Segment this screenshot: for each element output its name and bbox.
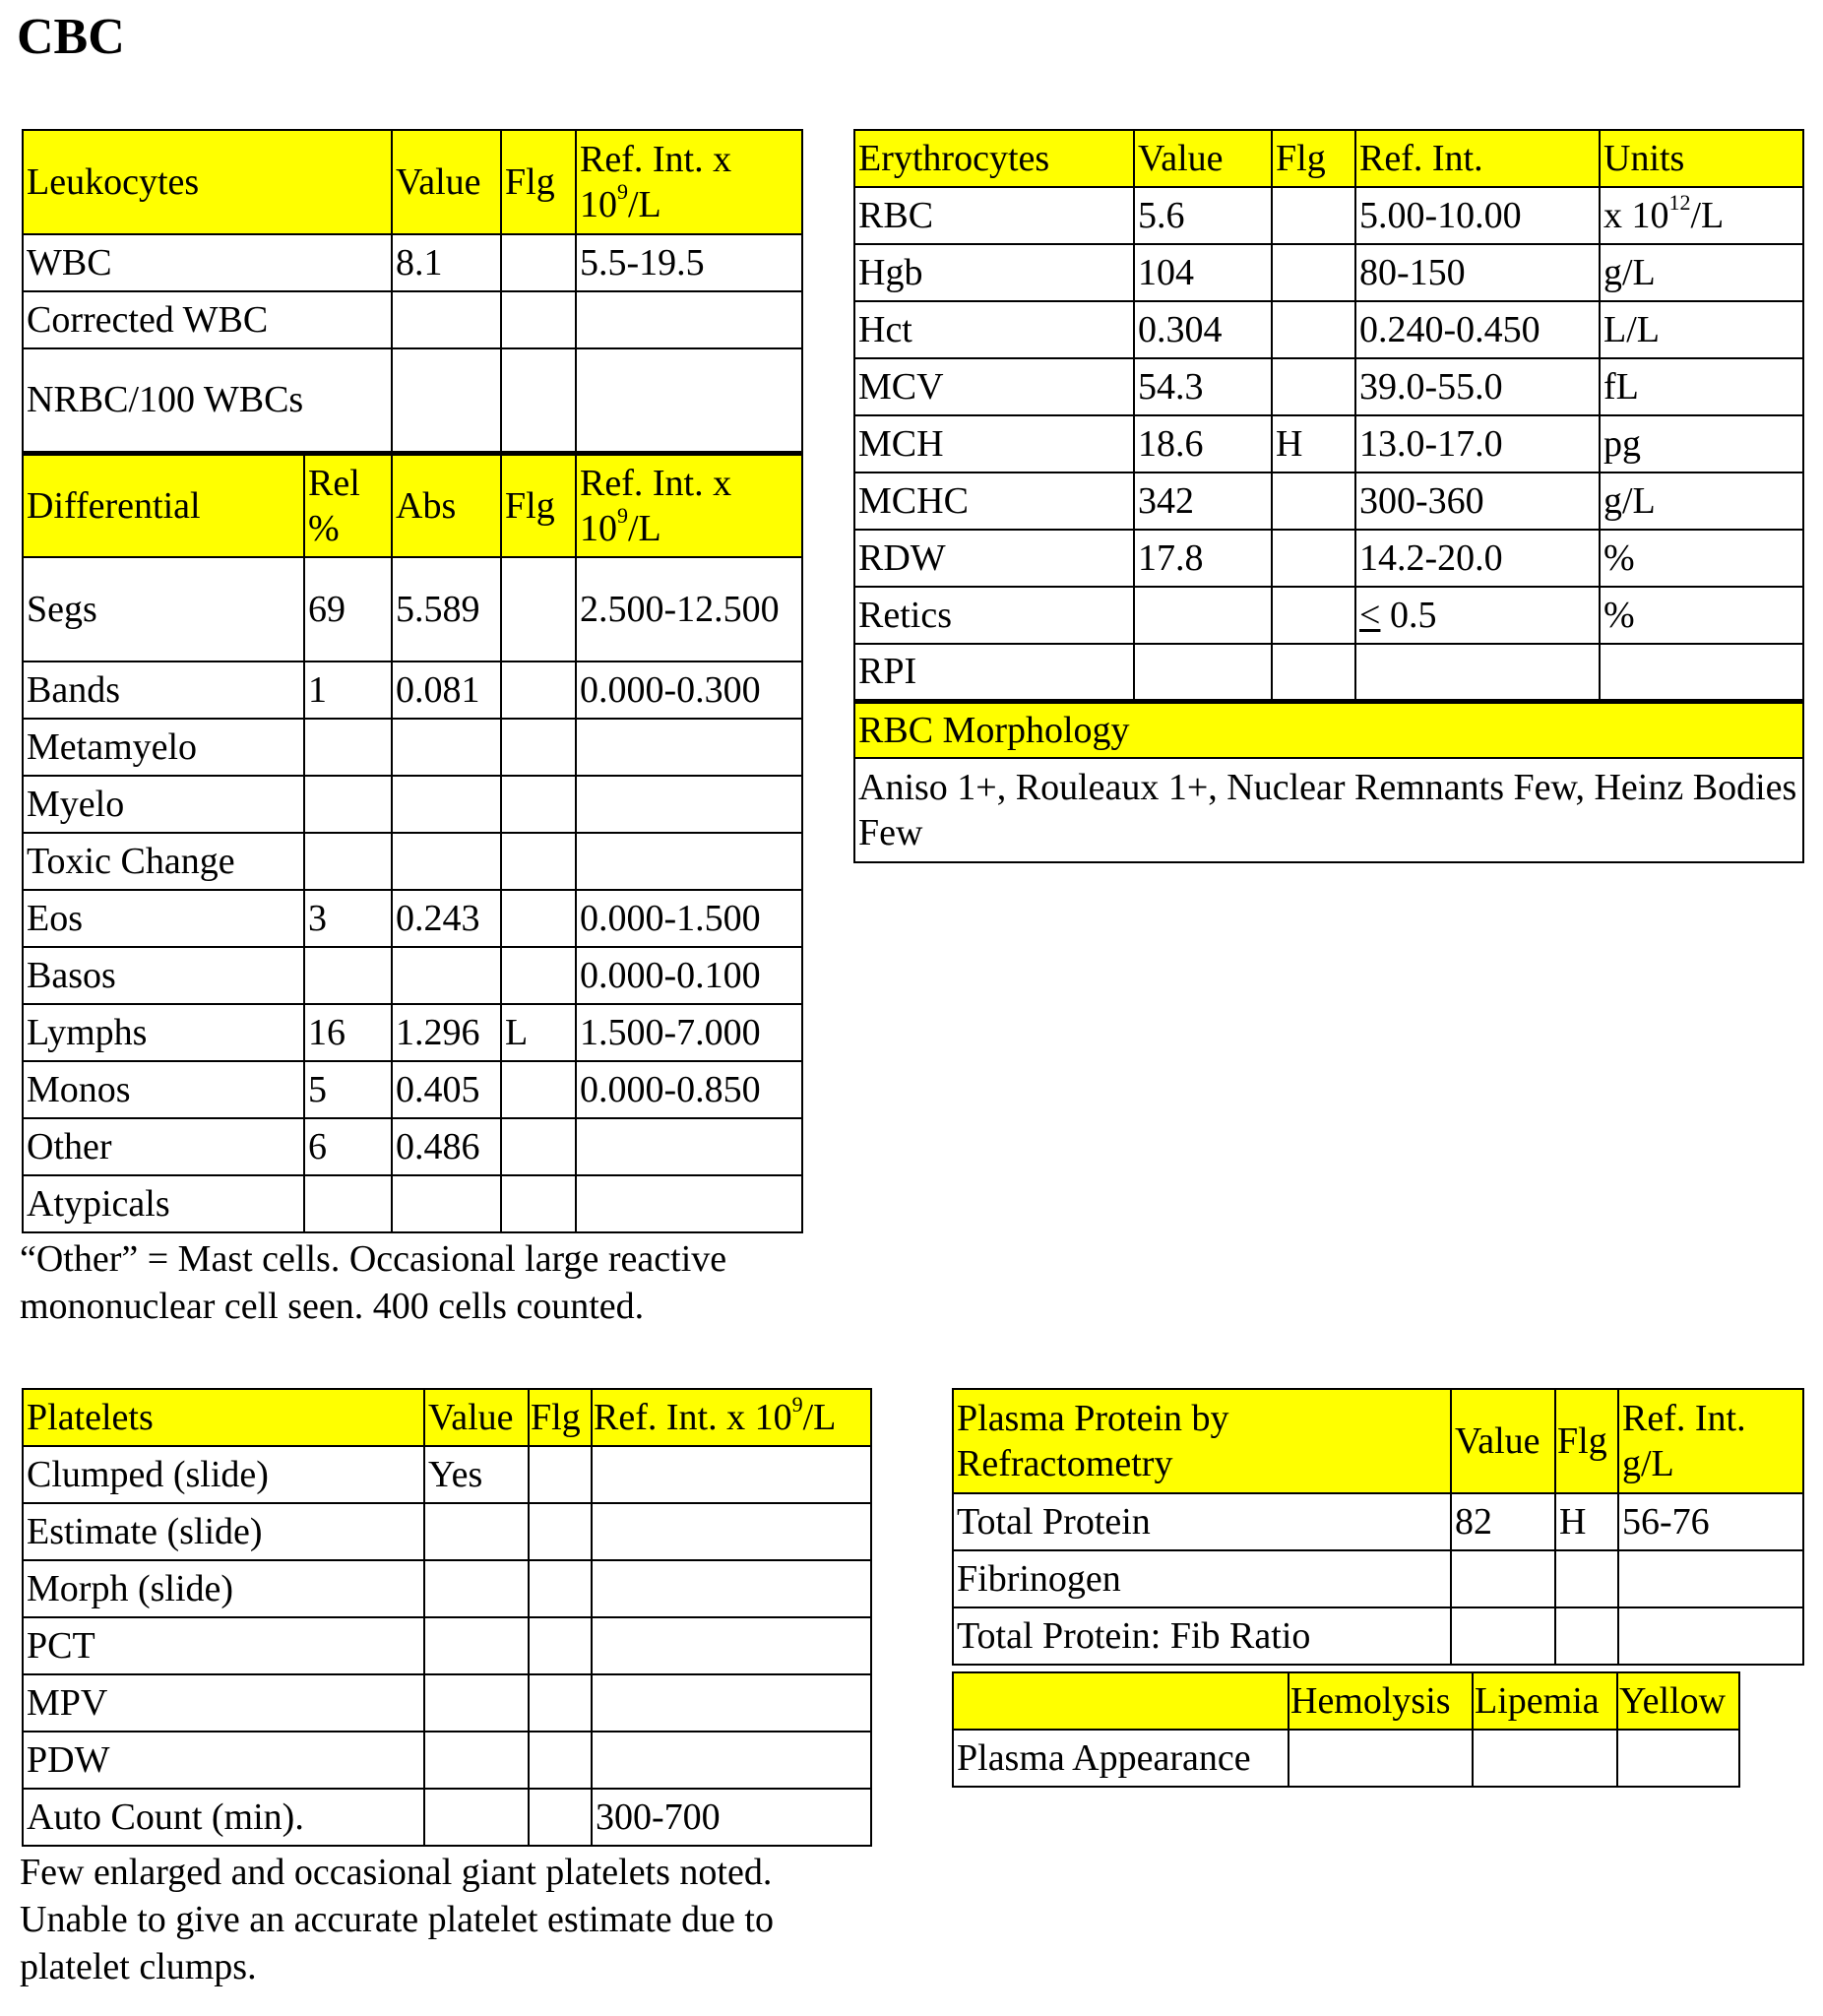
erythrocyte-units: fL	[1600, 358, 1803, 415]
differential-header-name: Differential	[23, 453, 304, 557]
platelet-flag	[529, 1674, 592, 1732]
leukocyte-ref	[576, 348, 802, 453]
differential-rel	[304, 947, 392, 1004]
table-row	[953, 1607, 1803, 1665]
platelet-ref	[592, 1617, 871, 1674]
erythrocyte-value: 17.8	[1134, 530, 1272, 587]
erythrocyte-flag	[1272, 244, 1355, 301]
erythrocyte-units: %	[1600, 587, 1803, 644]
table-row	[854, 530, 1803, 587]
leukocyte-flag	[501, 291, 576, 348]
erythrocyte-ref: 5.00-10.00	[1355, 187, 1600, 244]
erythrocyte-units: pg	[1600, 415, 1803, 472]
rbc-morphology-text: Aniso 1+, Rouleaux 1+, Nuclear Remnants Few, Heinz Bodies Few	[854, 758, 1803, 862]
differential-rel: 6	[304, 1118, 392, 1175]
differential-name: Eos	[23, 890, 304, 947]
differential-name: Bands	[23, 662, 304, 719]
table-row	[854, 244, 1803, 301]
platelet-name: Estimate (slide)	[23, 1503, 424, 1560]
plasma-protein-ref	[1618, 1550, 1803, 1607]
table-row	[23, 719, 802, 776]
differential-ref	[576, 776, 802, 833]
plasma-protein-value	[1451, 1550, 1555, 1607]
plasma-appearance-header-row	[953, 1672, 1739, 1730]
table-row	[23, 1446, 871, 1503]
leukocytes-header-value: Value	[392, 130, 501, 234]
erythrocytes-header-units: Units	[1600, 130, 1803, 187]
differential-note: “Other” = Mast cells. Occasional large reactive mononuclear cell seen. 400 cells counted.	[20, 1238, 727, 1327]
platelets-header-ref: Ref. Int. x $10^9/L$	[592, 1389, 871, 1446]
leukocyte-value	[392, 348, 501, 453]
differential-abs	[392, 719, 501, 776]
plasma-appearance-lipemia	[1473, 1730, 1617, 1787]
table-row	[23, 890, 802, 947]
differential-ref	[576, 1175, 802, 1232]
plasma-protein-table	[952, 1388, 1804, 1666]
erythrocytes-table	[853, 129, 1804, 863]
platelet-ref	[592, 1446, 871, 1503]
table-row	[953, 1550, 1803, 1607]
differential-rel	[304, 1175, 392, 1232]
platelets-table	[22, 1388, 872, 1847]
platelets-header-flag: Flg	[529, 1389, 592, 1446]
erythrocyte-ref: 300-360	[1355, 472, 1600, 530]
differential-ref	[576, 719, 802, 776]
plasma-appearance-header-hemolysis: Hemolysis	[1289, 1672, 1473, 1730]
plasma-appearance-table	[952, 1671, 1740, 1788]
plasma-appearance-name: Plasma Appearance	[953, 1730, 1289, 1787]
page-title: CBC	[17, 9, 125, 65]
platelet-name: Clumped (slide)	[23, 1446, 424, 1503]
table-row	[854, 415, 1803, 472]
plasma-appearance-header-lipemia: Lipemia	[1473, 1672, 1617, 1730]
differential-name: Toxic Change	[23, 833, 304, 890]
table-row	[23, 833, 802, 890]
erythrocytes-header-flag: Flg	[1272, 130, 1355, 187]
differential-flag	[501, 1118, 576, 1175]
platelet-value: Yes	[424, 1446, 529, 1503]
erythrocyte-flag	[1272, 358, 1355, 415]
differential-header-abs: Abs	[392, 453, 501, 557]
differential-header-flag: Flg	[501, 453, 576, 557]
erythrocytes-header-name: Erythrocytes	[854, 130, 1134, 187]
platelet-ref: 300-700	[592, 1789, 871, 1846]
differential-ref: 0.000-1.500	[576, 890, 802, 947]
erythrocyte-ref	[1355, 644, 1600, 701]
table-row	[854, 587, 1803, 644]
differential-ref: 0.000-0.300	[576, 662, 802, 719]
leukocyte-ref	[576, 291, 802, 348]
leukocyte-name: NRBC/100 WBCs	[23, 348, 392, 453]
erythrocytes-header-value: Value	[1134, 130, 1272, 187]
differential-name: Basos	[23, 947, 304, 1004]
platelet-ref	[592, 1560, 871, 1617]
platelet-value	[424, 1617, 529, 1674]
erythrocyte-value: 0.304	[1134, 301, 1272, 358]
table-row	[854, 472, 1803, 530]
platelet-value	[424, 1503, 529, 1560]
differential-name: Metamyelo	[23, 719, 304, 776]
table-row	[953, 1730, 1739, 1787]
rbc-morphology-header: RBC Morphology	[854, 701, 1803, 758]
erythrocyte-value: 104	[1134, 244, 1272, 301]
differential-flag	[501, 947, 576, 1004]
plasma-protein-header-flag: Flg	[1555, 1389, 1618, 1493]
differential-abs: 5.589	[392, 557, 501, 662]
differential-name: Lymphs	[23, 1004, 304, 1061]
table-row	[23, 1503, 871, 1560]
differential-rel	[304, 776, 392, 833]
plasma-appearance-header-yellow: Yellow	[1617, 1672, 1739, 1730]
differential-rel: 16	[304, 1004, 392, 1061]
table-row	[854, 187, 1803, 244]
table-row	[23, 557, 802, 662]
leukocytes-header-flag: Flg	[501, 130, 576, 234]
erythrocyte-value: 5.6	[1134, 187, 1272, 244]
differential-rel: 3	[304, 890, 392, 947]
erythrocyte-units: L/L	[1600, 301, 1803, 358]
differential-ref: 1.500-7.000	[576, 1004, 802, 1061]
platelet-name: PCT	[23, 1617, 424, 1674]
erythrocyte-name: RDW	[854, 530, 1134, 587]
platelets-note: Few enlarged and occasional giant platelets noted. Unable to give an accurate platelet estimate due to platelet clumps.	[20, 1852, 774, 1987]
plasma-protein-flag	[1555, 1550, 1618, 1607]
differential-name: Atypicals	[23, 1175, 304, 1232]
plasma-protein-value	[1451, 1607, 1555, 1665]
platelet-value	[424, 1732, 529, 1789]
platelet-flag	[529, 1789, 592, 1846]
erythrocyte-units	[1600, 644, 1803, 701]
platelet-name: MPV	[23, 1674, 424, 1732]
platelet-flag	[529, 1617, 592, 1674]
differential-ref: 0.000-0.850	[576, 1061, 802, 1118]
table-row	[23, 1004, 802, 1061]
leukocyte-value	[392, 291, 501, 348]
differential-rel	[304, 833, 392, 890]
platelet-name: Morph (slide)	[23, 1560, 424, 1617]
plasma-protein-flag: H	[1555, 1493, 1618, 1550]
erythrocyte-flag	[1272, 530, 1355, 587]
table-row	[23, 1560, 871, 1617]
plasma-protein-header-name: Plasma Protein by Refractometry	[953, 1389, 1451, 1493]
table-row	[23, 1118, 802, 1175]
erythrocyte-units: x $10^{12}/L$	[1600, 187, 1803, 244]
erythrocytes-header-row	[854, 130, 1803, 187]
plasma-appearance-hemolysis	[1289, 1730, 1473, 1787]
differential-abs: 1.296	[392, 1004, 501, 1061]
platelet-value	[424, 1789, 529, 1846]
erythrocyte-ref: < 0.5	[1355, 587, 1600, 644]
platelet-name: Auto Count (min).	[23, 1789, 424, 1846]
erythrocyte-flag	[1272, 587, 1355, 644]
table-row	[23, 348, 802, 453]
leukocyte-name: WBC	[23, 234, 392, 291]
platelet-value	[424, 1674, 529, 1732]
erythrocyte-units: %	[1600, 530, 1803, 587]
platelet-name: PDW	[23, 1732, 424, 1789]
erythrocyte-units: g/L	[1600, 244, 1803, 301]
differential-abs	[392, 776, 501, 833]
differential-rel: 1	[304, 662, 392, 719]
table-row	[854, 301, 1803, 358]
plasma-protein-value: 82	[1451, 1493, 1555, 1550]
platelet-flag	[529, 1732, 592, 1789]
erythrocyte-flag: H	[1272, 415, 1355, 472]
table-row	[23, 1061, 802, 1118]
differential-rel	[304, 719, 392, 776]
erythrocyte-value: 18.6	[1134, 415, 1272, 472]
table-row	[23, 662, 802, 719]
table-row	[23, 1175, 802, 1232]
differential-flag	[501, 557, 576, 662]
leukocyte-value: 8.1	[392, 234, 501, 291]
plasma-protein-header-ref: Ref. Int. g/L	[1618, 1389, 1803, 1493]
table-row	[854, 644, 1803, 701]
differential-abs: 0.405	[392, 1061, 501, 1118]
plasma-appearance-header-name	[953, 1672, 1289, 1730]
erythrocyte-ref: 14.2-20.0	[1355, 530, 1600, 587]
leukocyte-flag	[501, 348, 576, 453]
plasma-protein-flag	[1555, 1607, 1618, 1665]
differential-abs	[392, 1175, 501, 1232]
plasma-protein-ref	[1618, 1607, 1803, 1665]
rbc-morphology-header-row	[854, 701, 1803, 758]
rbc-morphology-row	[854, 758, 1803, 862]
erythrocyte-name: RBC	[854, 187, 1134, 244]
differential-flag	[501, 719, 576, 776]
table-row	[23, 776, 802, 833]
plasma-protein-header-value: Value	[1451, 1389, 1555, 1493]
differential-rel: 69	[304, 557, 392, 662]
leukocyte-name: Corrected WBC	[23, 291, 392, 348]
erythrocyte-name: Hgb	[854, 244, 1134, 301]
differential-abs	[392, 833, 501, 890]
differential-flag	[501, 890, 576, 947]
differential-flag	[501, 776, 576, 833]
differential-abs	[392, 947, 501, 1004]
differential-flag	[501, 662, 576, 719]
differential-rel: 5	[304, 1061, 392, 1118]
differential-ref: 0.000-0.100	[576, 947, 802, 1004]
platelet-ref	[592, 1674, 871, 1732]
erythrocyte-name: Hct	[854, 301, 1134, 358]
erythrocyte-ref: 0.240-0.450	[1355, 301, 1600, 358]
leukocytes-header-row	[23, 130, 802, 234]
platelet-flag	[529, 1446, 592, 1503]
leukocytes-table	[22, 129, 803, 1233]
differential-flag	[501, 1175, 576, 1232]
differential-ref	[576, 1118, 802, 1175]
table-row	[953, 1493, 1803, 1550]
table-row	[23, 1789, 871, 1846]
differential-abs: 0.081	[392, 662, 501, 719]
erythrocyte-value	[1134, 644, 1272, 701]
platelet-value	[424, 1560, 529, 1617]
erythrocyte-value	[1134, 587, 1272, 644]
plasma-protein-ref: 56-76	[1618, 1493, 1803, 1550]
differential-flag	[501, 833, 576, 890]
leukocyte-flag	[501, 234, 576, 291]
erythrocyte-ref: 80-150	[1355, 244, 1600, 301]
differential-name: Myelo	[23, 776, 304, 833]
erythrocyte-value: 342	[1134, 472, 1272, 530]
erythrocytes-header-ref: Ref. Int.	[1355, 130, 1600, 187]
plasma-protein-name: Total Protein	[953, 1493, 1451, 1550]
differential-name: Segs	[23, 557, 304, 662]
erythrocyte-name: MCH	[854, 415, 1134, 472]
leukocytes-header-ref: Ref. Int. x $10^9/L$	[576, 130, 802, 234]
plasma-protein-header-row	[953, 1389, 1803, 1493]
plasma-appearance-yellow	[1617, 1730, 1739, 1787]
table-row	[23, 234, 802, 291]
platelets-header-value: Value	[424, 1389, 529, 1446]
differential-header-rel: Rel %	[304, 453, 392, 557]
differential-name: Monos	[23, 1061, 304, 1118]
erythrocyte-flag	[1272, 644, 1355, 701]
erythrocyte-ref: 13.0-17.0	[1355, 415, 1600, 472]
differential-header-ref: Ref. Int. x $10^9/L$	[576, 453, 802, 557]
differential-abs: 0.486	[392, 1118, 501, 1175]
platelet-flag	[529, 1560, 592, 1617]
erythrocyte-name: RPI	[854, 644, 1134, 701]
differential-header-row	[23, 453, 802, 557]
differential-name: Other	[23, 1118, 304, 1175]
differential-abs: 0.243	[392, 890, 501, 947]
erythrocyte-units: g/L	[1600, 472, 1803, 530]
differential-ref: 2.500-12.500	[576, 557, 802, 662]
erythrocyte-flag	[1272, 187, 1355, 244]
plasma-protein-name: Fibrinogen	[953, 1550, 1451, 1607]
erythrocyte-name: MCHC	[854, 472, 1134, 530]
erythrocyte-value: 54.3	[1134, 358, 1272, 415]
differential-flag: L	[501, 1004, 576, 1061]
erythrocyte-name: Retics	[854, 587, 1134, 644]
table-row	[23, 1617, 871, 1674]
plasma-protein-name: Total Protein: Fib Ratio	[953, 1607, 1451, 1665]
table-row	[23, 1674, 871, 1732]
erythrocyte-flag	[1272, 301, 1355, 358]
erythrocyte-ref: 39.0-55.0	[1355, 358, 1600, 415]
table-row	[23, 947, 802, 1004]
platelets-header-row	[23, 1389, 871, 1446]
platelets-header-name: Platelets	[23, 1389, 424, 1446]
erythrocyte-flag	[1272, 472, 1355, 530]
leukocyte-ref: 5.5-19.5	[576, 234, 802, 291]
platelet-ref	[592, 1503, 871, 1560]
leukocytes-header-name: Leukocytes	[23, 130, 392, 234]
table-row	[854, 358, 1803, 415]
platelet-flag	[529, 1503, 592, 1560]
differential-ref	[576, 833, 802, 890]
erythrocyte-name: MCV	[854, 358, 1134, 415]
platelet-ref	[592, 1732, 871, 1789]
table-row	[23, 1732, 871, 1789]
table-row	[23, 291, 802, 348]
differential-flag	[501, 1061, 576, 1118]
